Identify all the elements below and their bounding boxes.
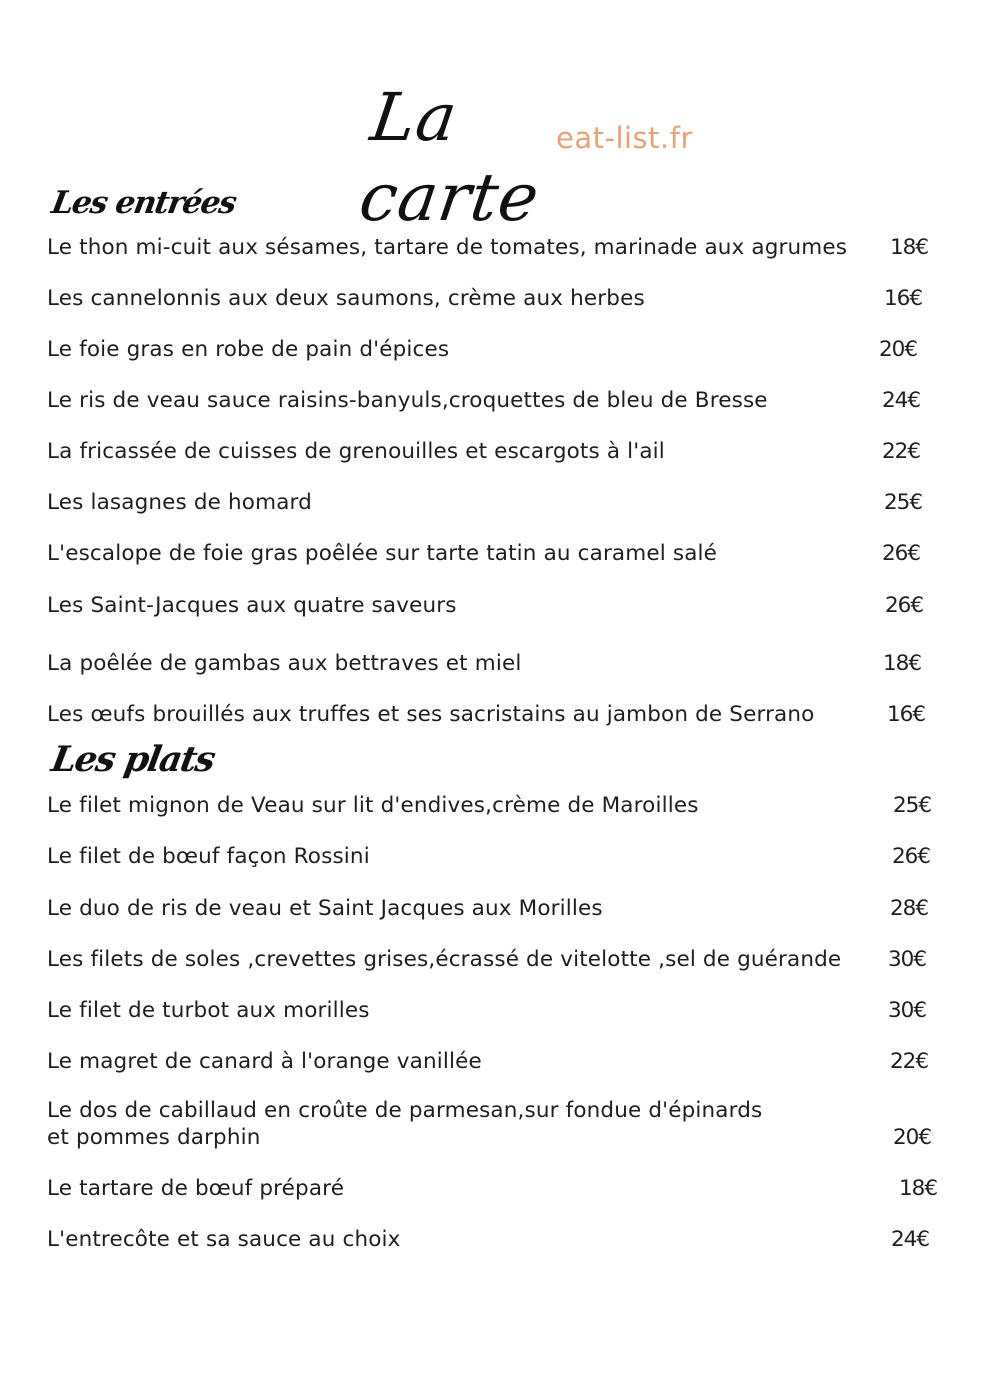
menu-item-name: Les œufs brouillés aux truffes et ses sacristains au jambon de Serrano	[47, 702, 815, 727]
menu-item-price: 25€	[884, 490, 923, 515]
menu-item-name: Le filet de bœuf façon Rossini	[47, 844, 370, 869]
menu-item-name: Le thon mi-cuit aux sésames, tartare de tomates, marinade aux agrumes	[47, 235, 848, 260]
menu-item-name: Le filet de turbot aux morilles	[47, 998, 370, 1023]
menu-item-price: 18€	[899, 1176, 938, 1201]
menu-item-name: Le dos de cabillaud en croûte de parmesan,sur fondue d'épinards et pommes darphin	[47, 1098, 763, 1150]
menu-item-price: 16€	[884, 286, 923, 311]
page-title: La carte	[355, 79, 545, 236]
menu-item-name: Le tartare de bœuf préparé	[47, 1176, 345, 1201]
menu-item-name: L'entrecôte et sa sauce au choix	[47, 1227, 401, 1252]
menu-item-name: Le magret de canard à l'orange vanillée	[47, 1049, 482, 1074]
menu-item-price: 16€	[887, 702, 926, 727]
menu-item-price: 26€	[882, 541, 921, 566]
menu-item-name: Les lasagnes de homard	[47, 490, 312, 515]
menu-item-price: 22€	[890, 1049, 929, 1074]
menu-item-price: 18€	[890, 235, 929, 260]
menu-item-price: 25€	[893, 793, 932, 818]
section-title-entrees: Les entrées	[48, 185, 239, 221]
menu-item-name: Le foie gras en robe de pain d'épices	[47, 337, 450, 362]
menu-item-price: 30€	[888, 998, 927, 1023]
watermark: eat-list.fr	[556, 121, 693, 155]
section-title-plats: Les plats	[48, 739, 218, 780]
menu-item-price: 28€	[890, 896, 929, 921]
menu-item-name: La poêlée de gambas aux bettraves et miel	[47, 651, 522, 676]
menu-item-name: Le filet mignon de Veau sur lit d'endives,crème de Maroilles	[47, 793, 699, 818]
menu-item-name: Les cannelonnis aux deux saumons, crème aux herbes	[47, 286, 645, 311]
menu-item-price: 26€	[892, 844, 931, 869]
menu-item-name: Les filets de soles ,crevettes grises,écrassé de vitelotte ,sel de guérande	[47, 947, 842, 972]
menu-item-price: 18€	[883, 651, 922, 676]
menu-item-price: 20€	[879, 337, 918, 362]
menu-item-name: La fricassée de cuisses de grenouilles et escargots à l'ail	[47, 439, 665, 464]
menu-item-name: Le ris de veau sauce raisins-banyuls,croquettes de bleu de Bresse	[47, 388, 768, 413]
menu-item-price: 26€	[885, 593, 924, 618]
menu-item-price: 22€	[882, 439, 921, 464]
menu-item-name: Le duo de ris de veau et Saint Jacques aux Morilles	[47, 896, 603, 921]
menu-item-price: 30€	[888, 947, 927, 972]
menu-item-name: Les Saint-Jacques aux quatre saveurs	[47, 593, 457, 618]
menu-item-price: 24€	[882, 388, 921, 413]
menu-item-price: 20€	[893, 1125, 932, 1150]
menu-item-price: 24€	[891, 1227, 930, 1252]
menu-item-name: L'escalope de foie gras poêlée sur tarte tatin au caramel salé	[47, 541, 718, 566]
